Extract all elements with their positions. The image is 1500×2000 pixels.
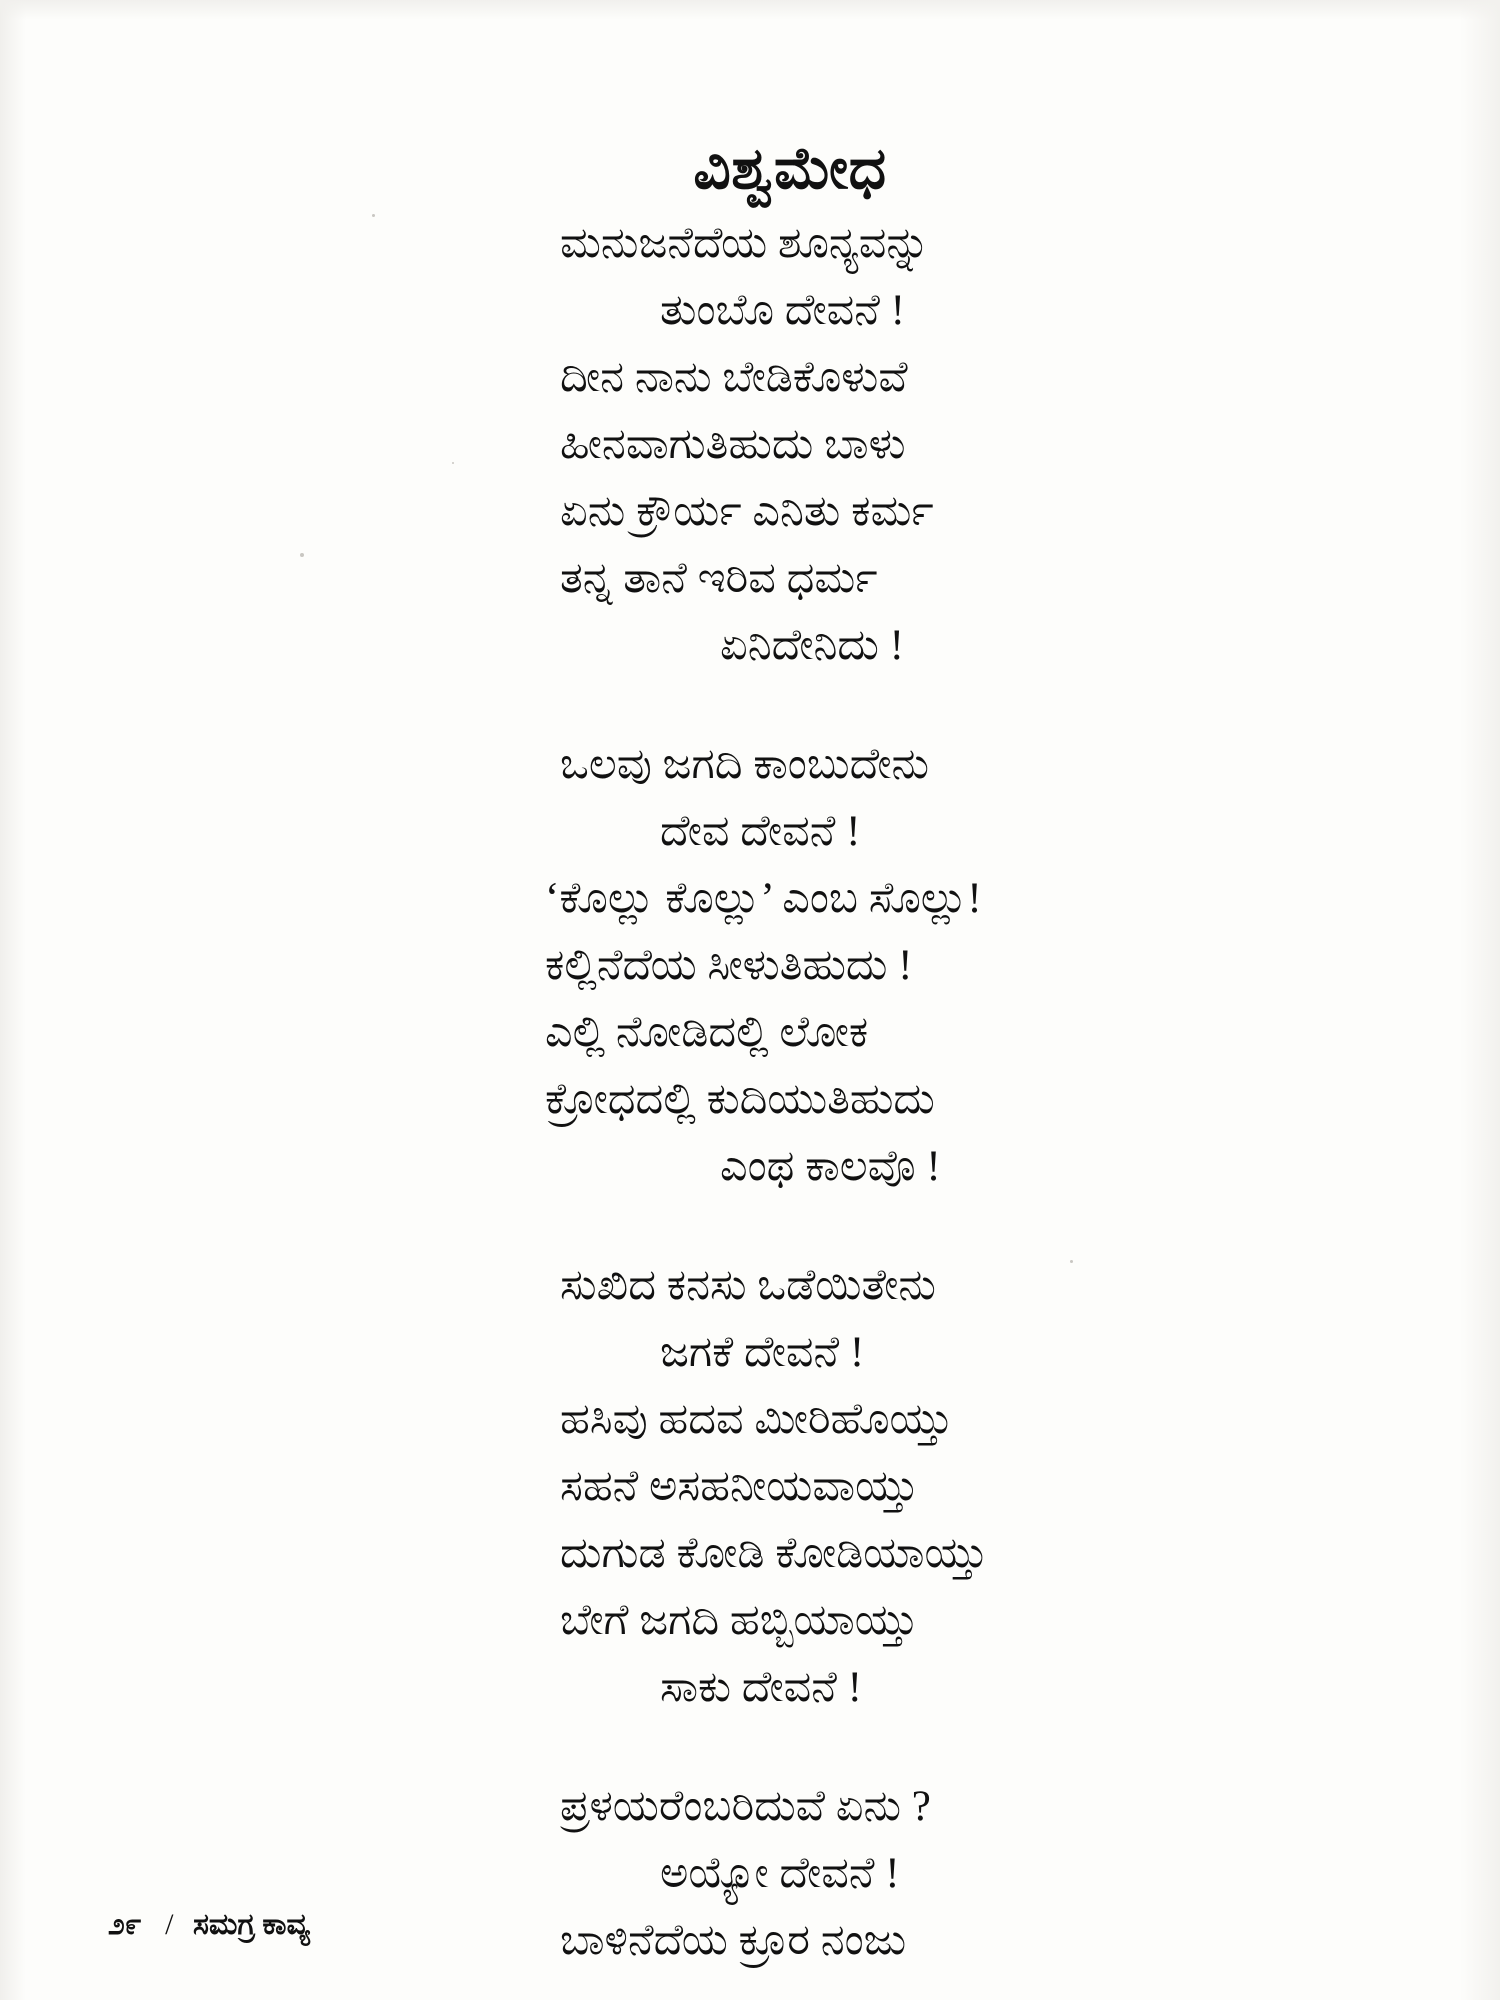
poem-line: ಸಾಕು ದೇವನೆ ! bbox=[660, 1664, 862, 1711]
footer-page-number: ೨೯ bbox=[108, 1908, 142, 1941]
poem-body bbox=[0, 210, 1500, 2000]
page-footer bbox=[108, 1908, 310, 1942]
poem-line: ಸಹನೆ ಅಸಹನೀಯವಾಯ್ತು bbox=[560, 1463, 919, 1510]
poem-line: ತುಂಬೊ ದೇವನೆ ! bbox=[660, 287, 905, 334]
scan-edge-shadow-top bbox=[0, 0, 1500, 20]
poem-line: ಅಯ್ಯೋ ದೇವನೆ ! bbox=[660, 1850, 900, 1897]
poem-line: ‘ಕೊಲ್ಲು ಕೊಲ್ಲು’ ಎಂಬ ಸೊಲ್ಲು! bbox=[545, 875, 982, 922]
poem-line: ಒಲವು ಜಗದಿ ಕಾಂಬುದೇನು bbox=[560, 741, 930, 788]
poem-line: ತನ್ನ ತಾನೆ ಇರಿವ ಧರ್ಮ bbox=[560, 555, 878, 602]
poem-line: ಎಲ್ಲಿ ನೋಡಿದಲ್ಲಿ ಲೋಕ bbox=[545, 1009, 869, 1056]
poem-stanza bbox=[0, 1252, 1500, 1721]
footer-book-title: ಸಮಗ್ರ ಕಾವ್ಯ bbox=[192, 1908, 310, 1941]
poem-line: ಏನು ಕ್ರೌರ್ಯ ಎನಿತು ಕರ್ಮ bbox=[560, 488, 934, 535]
poem-line: ಪ್ರಳಯರೆಂಬರಿದುವೆ ಏನು ? bbox=[560, 1783, 931, 1830]
poem-line: ಬಾಳಿನೆದೆಯ ಕ್ರೂರ ನಂಜು bbox=[560, 1917, 907, 1964]
poem-line: ಏನಿದೇನಿದು ! bbox=[720, 622, 904, 669]
poem-line: ಬೇಗೆ ಜಗದಿ ಹಬ್ಬಿಯಾಯ್ತು bbox=[560, 1597, 919, 1644]
poem-line: ಎಂಥ ಕಾಲವೊ ! bbox=[720, 1143, 941, 1190]
poem-line: ಹಸಿವು ಹದವ ಮೀರಿಹೊಯ್ತು bbox=[560, 1396, 953, 1443]
poem-line: ಹೀನವಾಗುತಿಹುದು ಬಾಳು bbox=[560, 421, 906, 468]
poem-line: ಮನುಜನೆದೆಯ ಶೂನ್ಯವನ್ನು bbox=[560, 220, 930, 267]
poem-line: ದೇವ ದೇವನೆ ! bbox=[660, 808, 861, 855]
poem-line: ಕಲ್ಲಿನೆದೆಯ ಸೀಳುತಿಹುದು ! bbox=[545, 942, 913, 989]
poem-line: ದೀನ ನಾನು ಬೇಡಿಕೊಳುವೆ bbox=[560, 354, 908, 401]
poem-line: ಕ್ರೋಧದಲ್ಲಿ ಕುದಿಯುತಿಹುದು bbox=[545, 1076, 935, 1123]
page-title: ವಿಶ್ವಮೇಧ bbox=[693, 135, 887, 201]
poem-line: ದುಗುಡ ಕೋಡಿ ಕೋಡಿಯಾಯ್ತು bbox=[560, 1530, 988, 1577]
poem-stanza bbox=[0, 210, 1500, 679]
poem-stanza bbox=[0, 1773, 1500, 1974]
poem-line: ಸುಖಿದ ಕನಸು ಒಡೆಯಿತೇನು bbox=[560, 1262, 936, 1309]
poem-line: ಜಗಕೆ ದೇವನೆ ! bbox=[660, 1329, 865, 1376]
poem-stanza bbox=[0, 731, 1500, 1200]
footer-separator: / bbox=[165, 1908, 174, 1941]
